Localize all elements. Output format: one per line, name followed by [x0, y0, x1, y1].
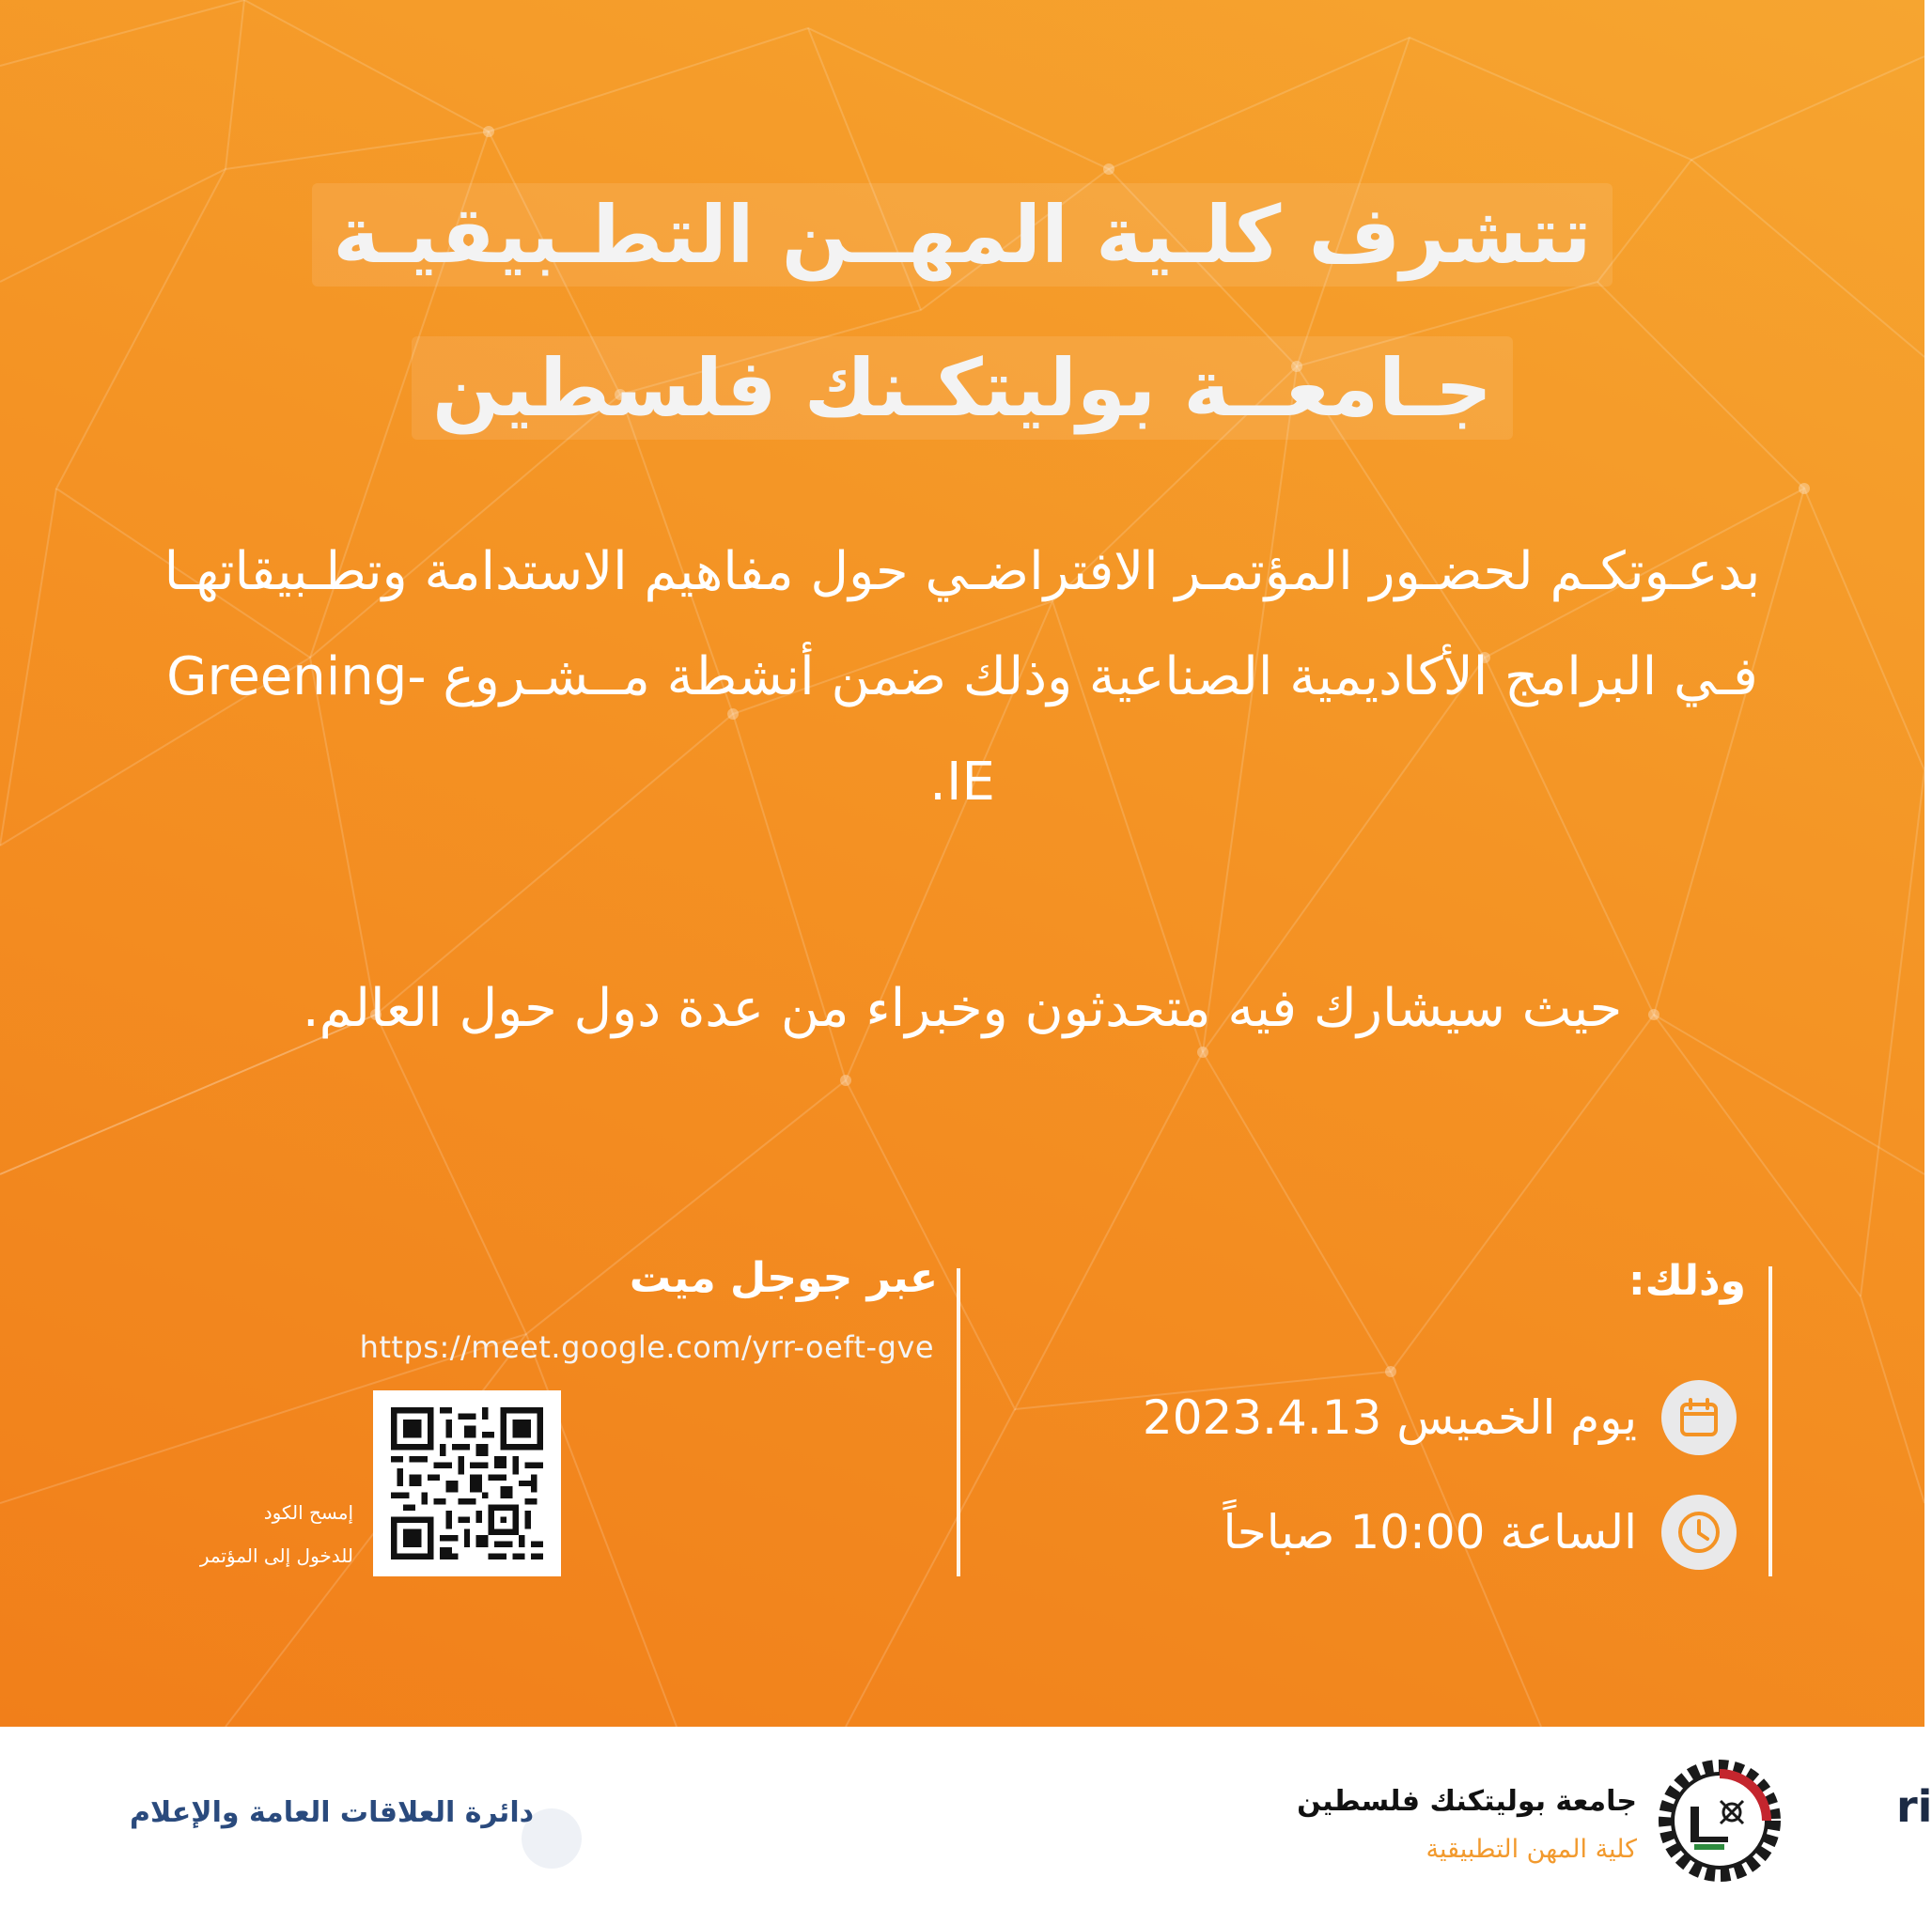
- qr-code[interactable]: [373, 1390, 561, 1576]
- title-text-2: جـامعــة بوليتكـنك فلسطين: [412, 336, 1513, 440]
- time-text: الساعة 10:00 صباحاً: [1223, 1505, 1637, 1559]
- scan-instruction-1: إمسح الكود: [263, 1501, 353, 1524]
- title-text-1: تتشرف كلـية المهــن التطـبيقيـة: [312, 183, 1612, 287]
- clock-icon: [1661, 1495, 1737, 1570]
- meeting-divider: [957, 1268, 960, 1576]
- calendar-icon: [1661, 1380, 1737, 1455]
- college-name: كلية المهن التطبيقية: [1426, 1835, 1637, 1864]
- university-name: جامعة بوليتكنك فلسطين: [1297, 1785, 1637, 1818]
- title-line-2: [0, 336, 1924, 440]
- time-row: [1223, 1494, 1737, 1571]
- date-text: يوم الخميس 2023.4.13: [1142, 1390, 1637, 1445]
- meeting-link[interactable]: https://meet.google.com/yrr-oeft-gve: [359, 1329, 934, 1365]
- participants-paragraph: حيث سيشارك فيه متحدثون وخبراء من عدة دول حول العالم.: [302, 978, 1623, 1039]
- meeting-heading: عبر جوجل ميت: [629, 1254, 938, 1302]
- university-logo: [1659, 1760, 1781, 1882]
- scan-instruction-2: للدخول إلى المؤتمر: [199, 1544, 353, 1567]
- title-line-1: [0, 183, 1924, 287]
- schedule-divider: [1768, 1266, 1772, 1576]
- invitation-paragraph: بدعـوتكـم لحضـور المؤتمـر الافتراضـي حول مفاهيم الاستدامة وتطـبيقاتهـا فـي البرامج الأكاديمية الصناعية وذلك ضمن أنشطة مــشـروع Greening-IE.: [164, 541, 1761, 813]
- cropped-edge-text: ri: [1896, 1781, 1932, 1832]
- department-name: دائرة العلاقات العامة والإعلام: [130, 1796, 535, 1829]
- schedule-heading: وذلك:: [1628, 1257, 1746, 1305]
- date-row: [1143, 1379, 1737, 1456]
